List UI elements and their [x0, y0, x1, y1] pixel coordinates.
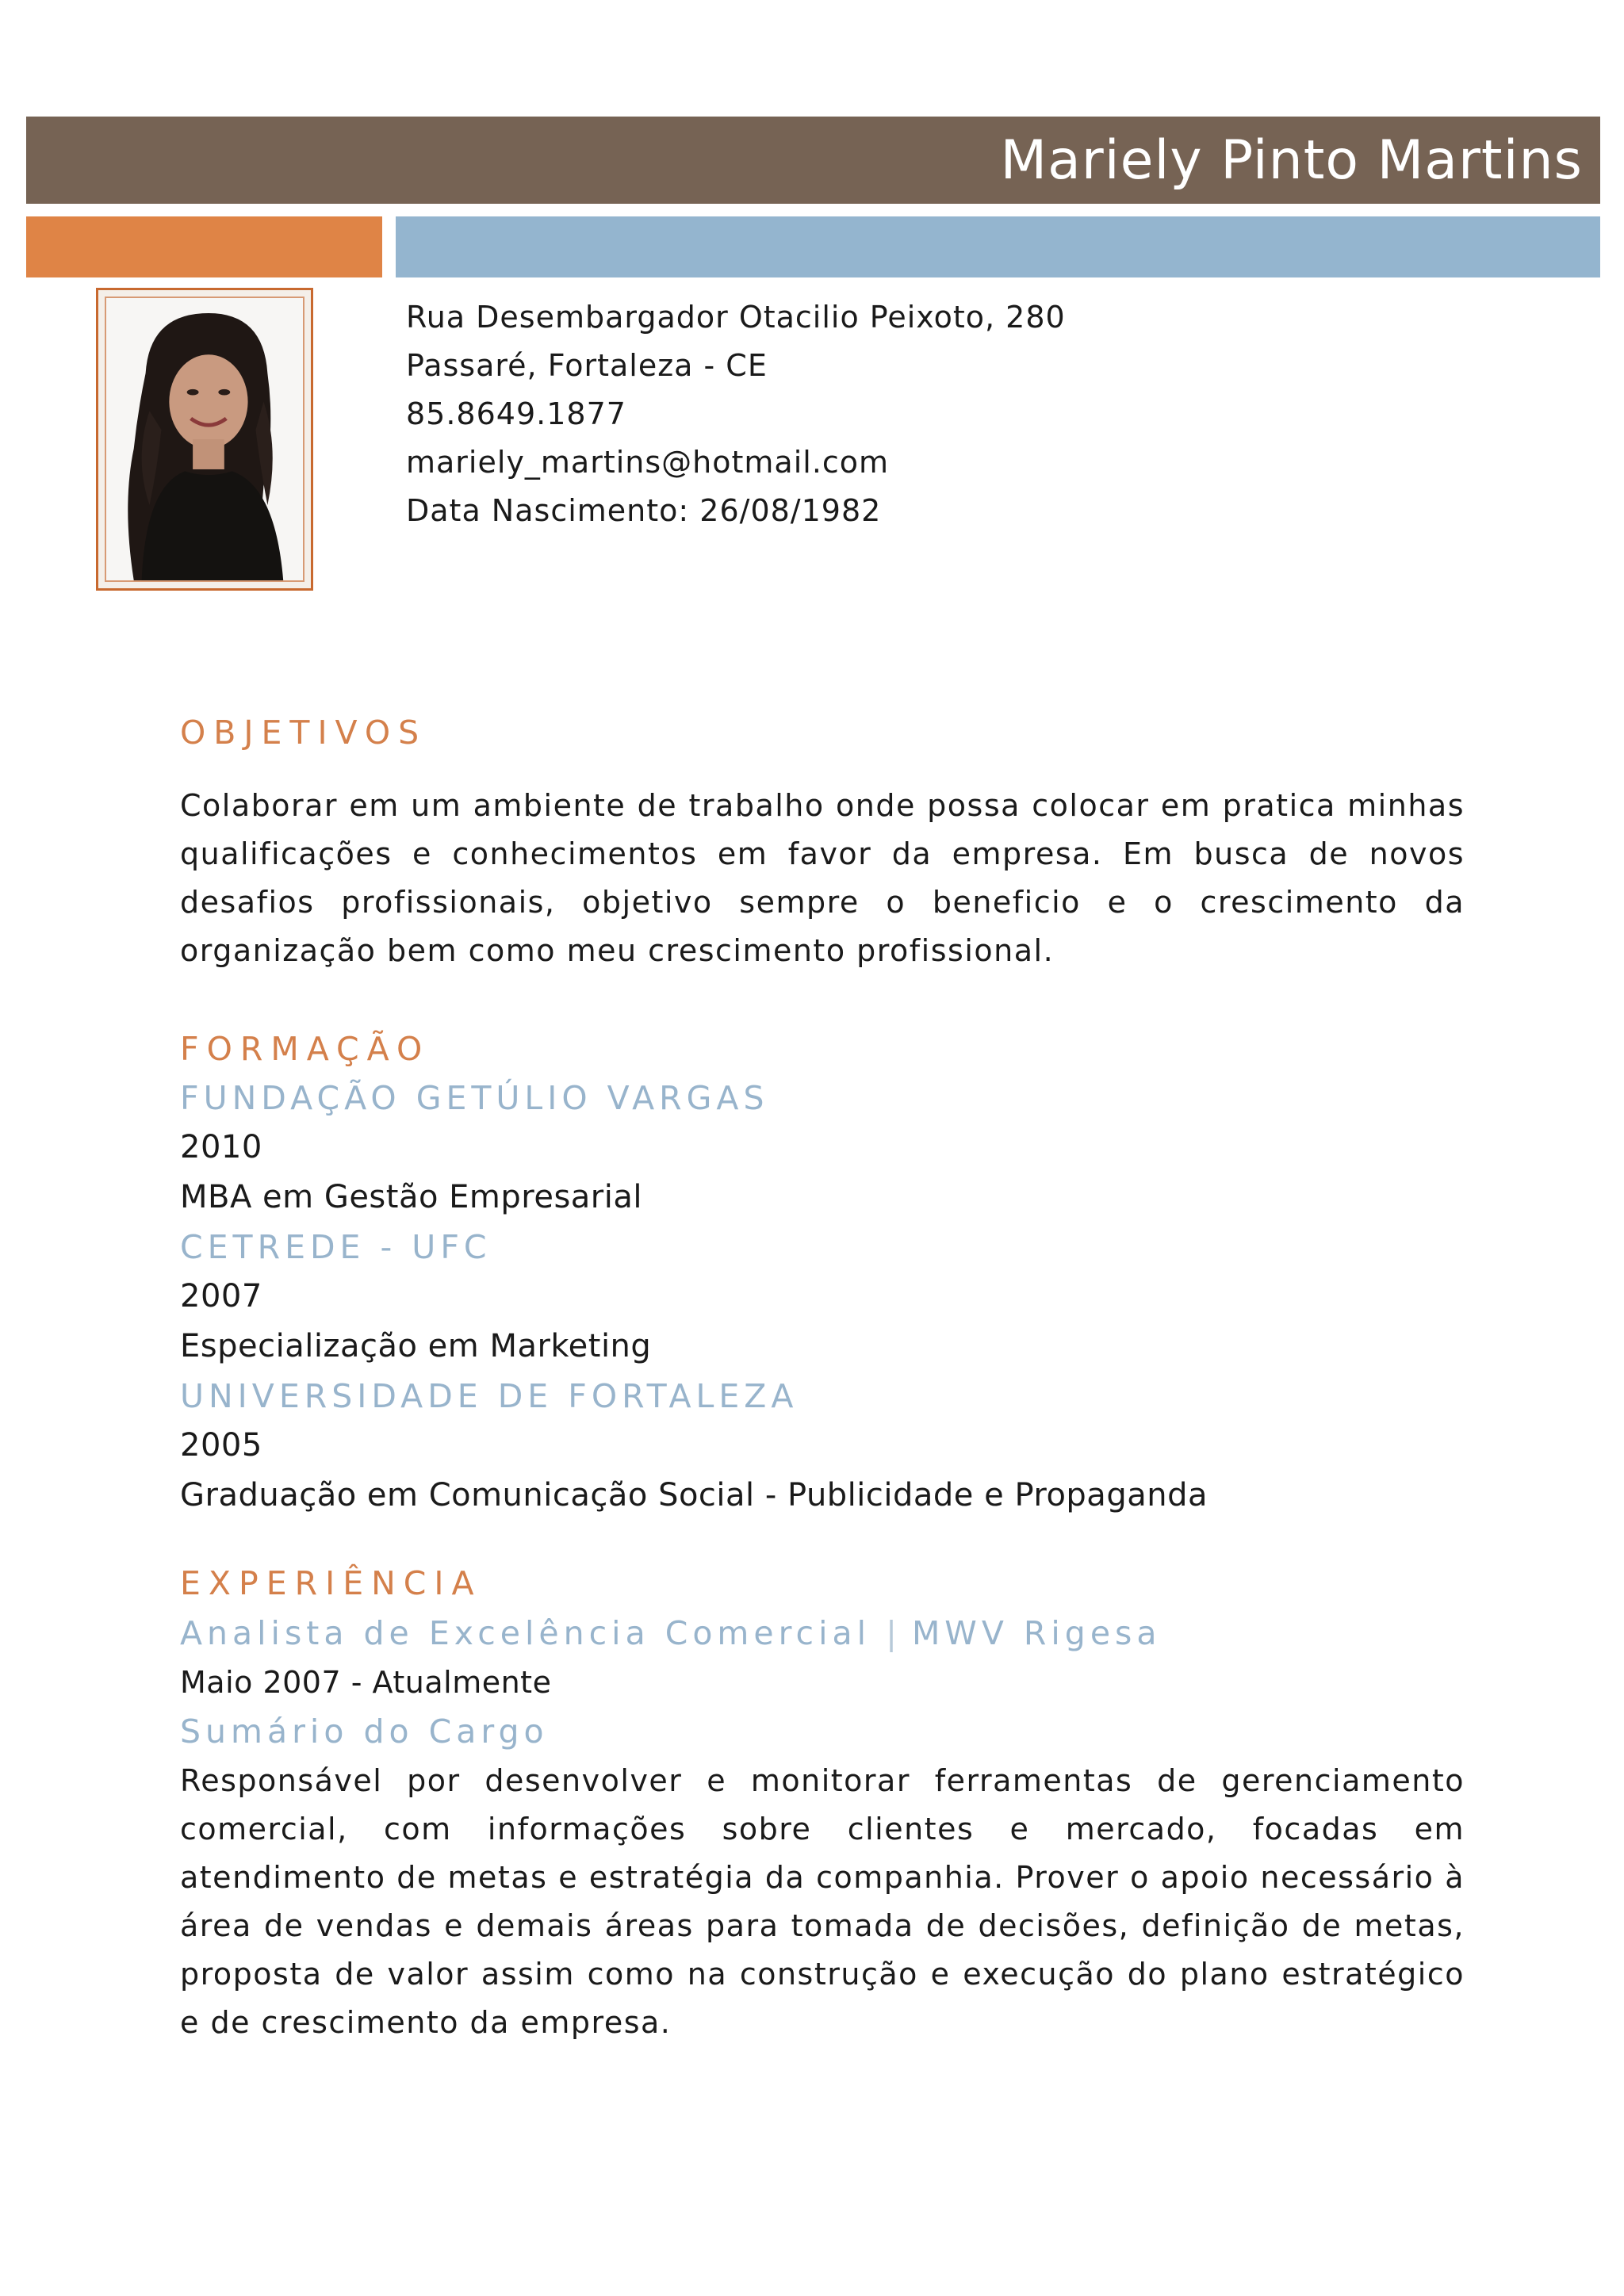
job-company: MWV Rigesa [911, 1614, 1162, 1652]
email-line[interactable]: mariely_martins@hotmail.com [406, 445, 890, 480]
candidate-name: Mariely Pinto Martins [1000, 129, 1583, 192]
year-fgv: 2010 [180, 1129, 262, 1165]
formacao-title: FORMAÇÃO [180, 1030, 431, 1068]
name-band [26, 117, 1600, 204]
job-separator: | [886, 1614, 897, 1652]
job-summary: Responsável por desenvolver e monitorar ferramentas de gerenciamento comercial, com informações sobre clientes e mercado, focadas em atendimento de metas e estratégia da companhia. Prover o apoio necessário à área de vendas e demais áreas para tomada de decisões, definição de metas, proposta de valor assim como na construção e execução do plano estratégico e de crescimento da empresa. [180, 1763, 1465, 2040]
course-fgv: MBA em Gestão Empresarial [180, 1179, 642, 1215]
institution-unifor: UNIVERSIDADE DE FORTALEZA [180, 1377, 799, 1415]
contact-info [406, 293, 1066, 535]
course-cetrede: Especialização em Marketing [180, 1328, 652, 1364]
year-unifor: 2005 [180, 1427, 262, 1464]
objetivos-text: Colaborar em um ambiente de trabalho onde possa colocar em pratica minhas qualificações e conhecimentos em favor da empresa. Em busca de novos desafios profissionais, objetivo sempre o beneficio e o crescimento da organização bem como meu crescimento profissional. [180, 788, 1465, 968]
address-line: Rua Desembargador Otacilio Peixoto, 280 [406, 300, 1066, 335]
objetivos-title: OBJETIVOS [180, 714, 427, 752]
orange-accent-bar [26, 216, 382, 277]
formacao-section [180, 1024, 1465, 1521]
year-cetrede: 2007 [180, 1278, 262, 1314]
phone-line: 85.8649.1877 [406, 396, 626, 431]
objetivos-section [180, 714, 1465, 975]
job-role: Analista de Excelência Comercial [180, 1614, 871, 1652]
city-line: Passaré, Fortaleza - CE [406, 348, 768, 383]
profile-photo [96, 288, 313, 591]
job-period: Maio 2007 - Atualmente [180, 1665, 552, 1700]
profile-photo-image [105, 297, 304, 582]
job-heading [180, 1608, 1465, 1659]
experiencia-section [180, 1559, 1465, 2047]
summary-title: Sumário do Cargo [180, 1712, 549, 1751]
course-unifor: Graduação em Comunicação Social - Publicidade e Propaganda [180, 1477, 1208, 1513]
institution-fgv: FUNDAÇÃO GETÚLIO VARGAS [180, 1079, 769, 1117]
blue-accent-bar [396, 216, 1600, 277]
experiencia-title: EXPERIÊNCIA [180, 1564, 482, 1602]
birth-date-line: Data Nascimento: 26/08/1982 [406, 493, 882, 528]
institution-cetrede: CETREDE - UFC [180, 1228, 492, 1266]
